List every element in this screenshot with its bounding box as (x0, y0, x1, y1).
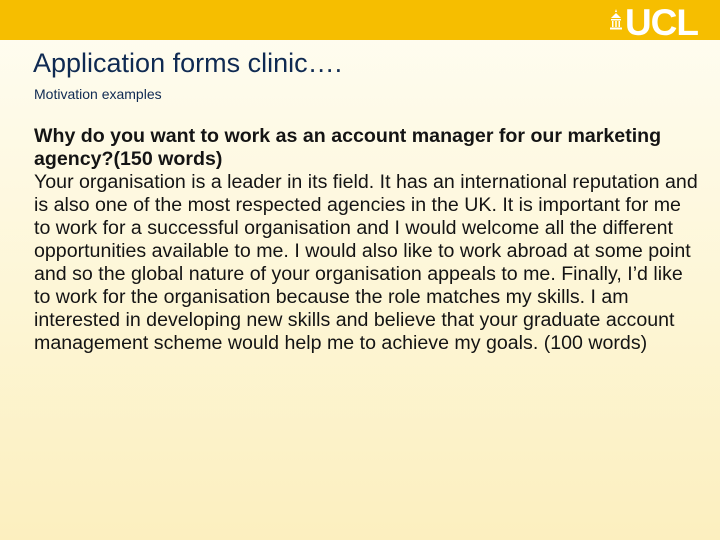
slide-subtitle: Motivation examples (34, 86, 162, 102)
ucl-logo (609, 2, 698, 43)
portico-crest-icon (609, 9, 623, 31)
question-text: Why do you want to work as an account manager for our marketing agency?(150 words) (34, 125, 662, 170)
answer-text: Your organisation is a leader in its field. It has an international reputation and is also one of the most respected agencies in the UK. It is important for me to work for a successful organisation and I would welcome all the different opportunities available to me. I would also like to work abroad at some point and so the global nature of your organisation appeals to me. Finally, I’d like to work for the organisation because the role matches my skills. I am interested in developing new skills and believe that your graduate account management scheme would help me to achieve my goals. (100 words) (34, 171, 698, 354)
header-bar (0, 0, 720, 43)
slide-title: Application forms clinic…. (33, 48, 343, 78)
logo-text: UCL (624, 2, 698, 43)
slide-body (34, 125, 702, 355)
